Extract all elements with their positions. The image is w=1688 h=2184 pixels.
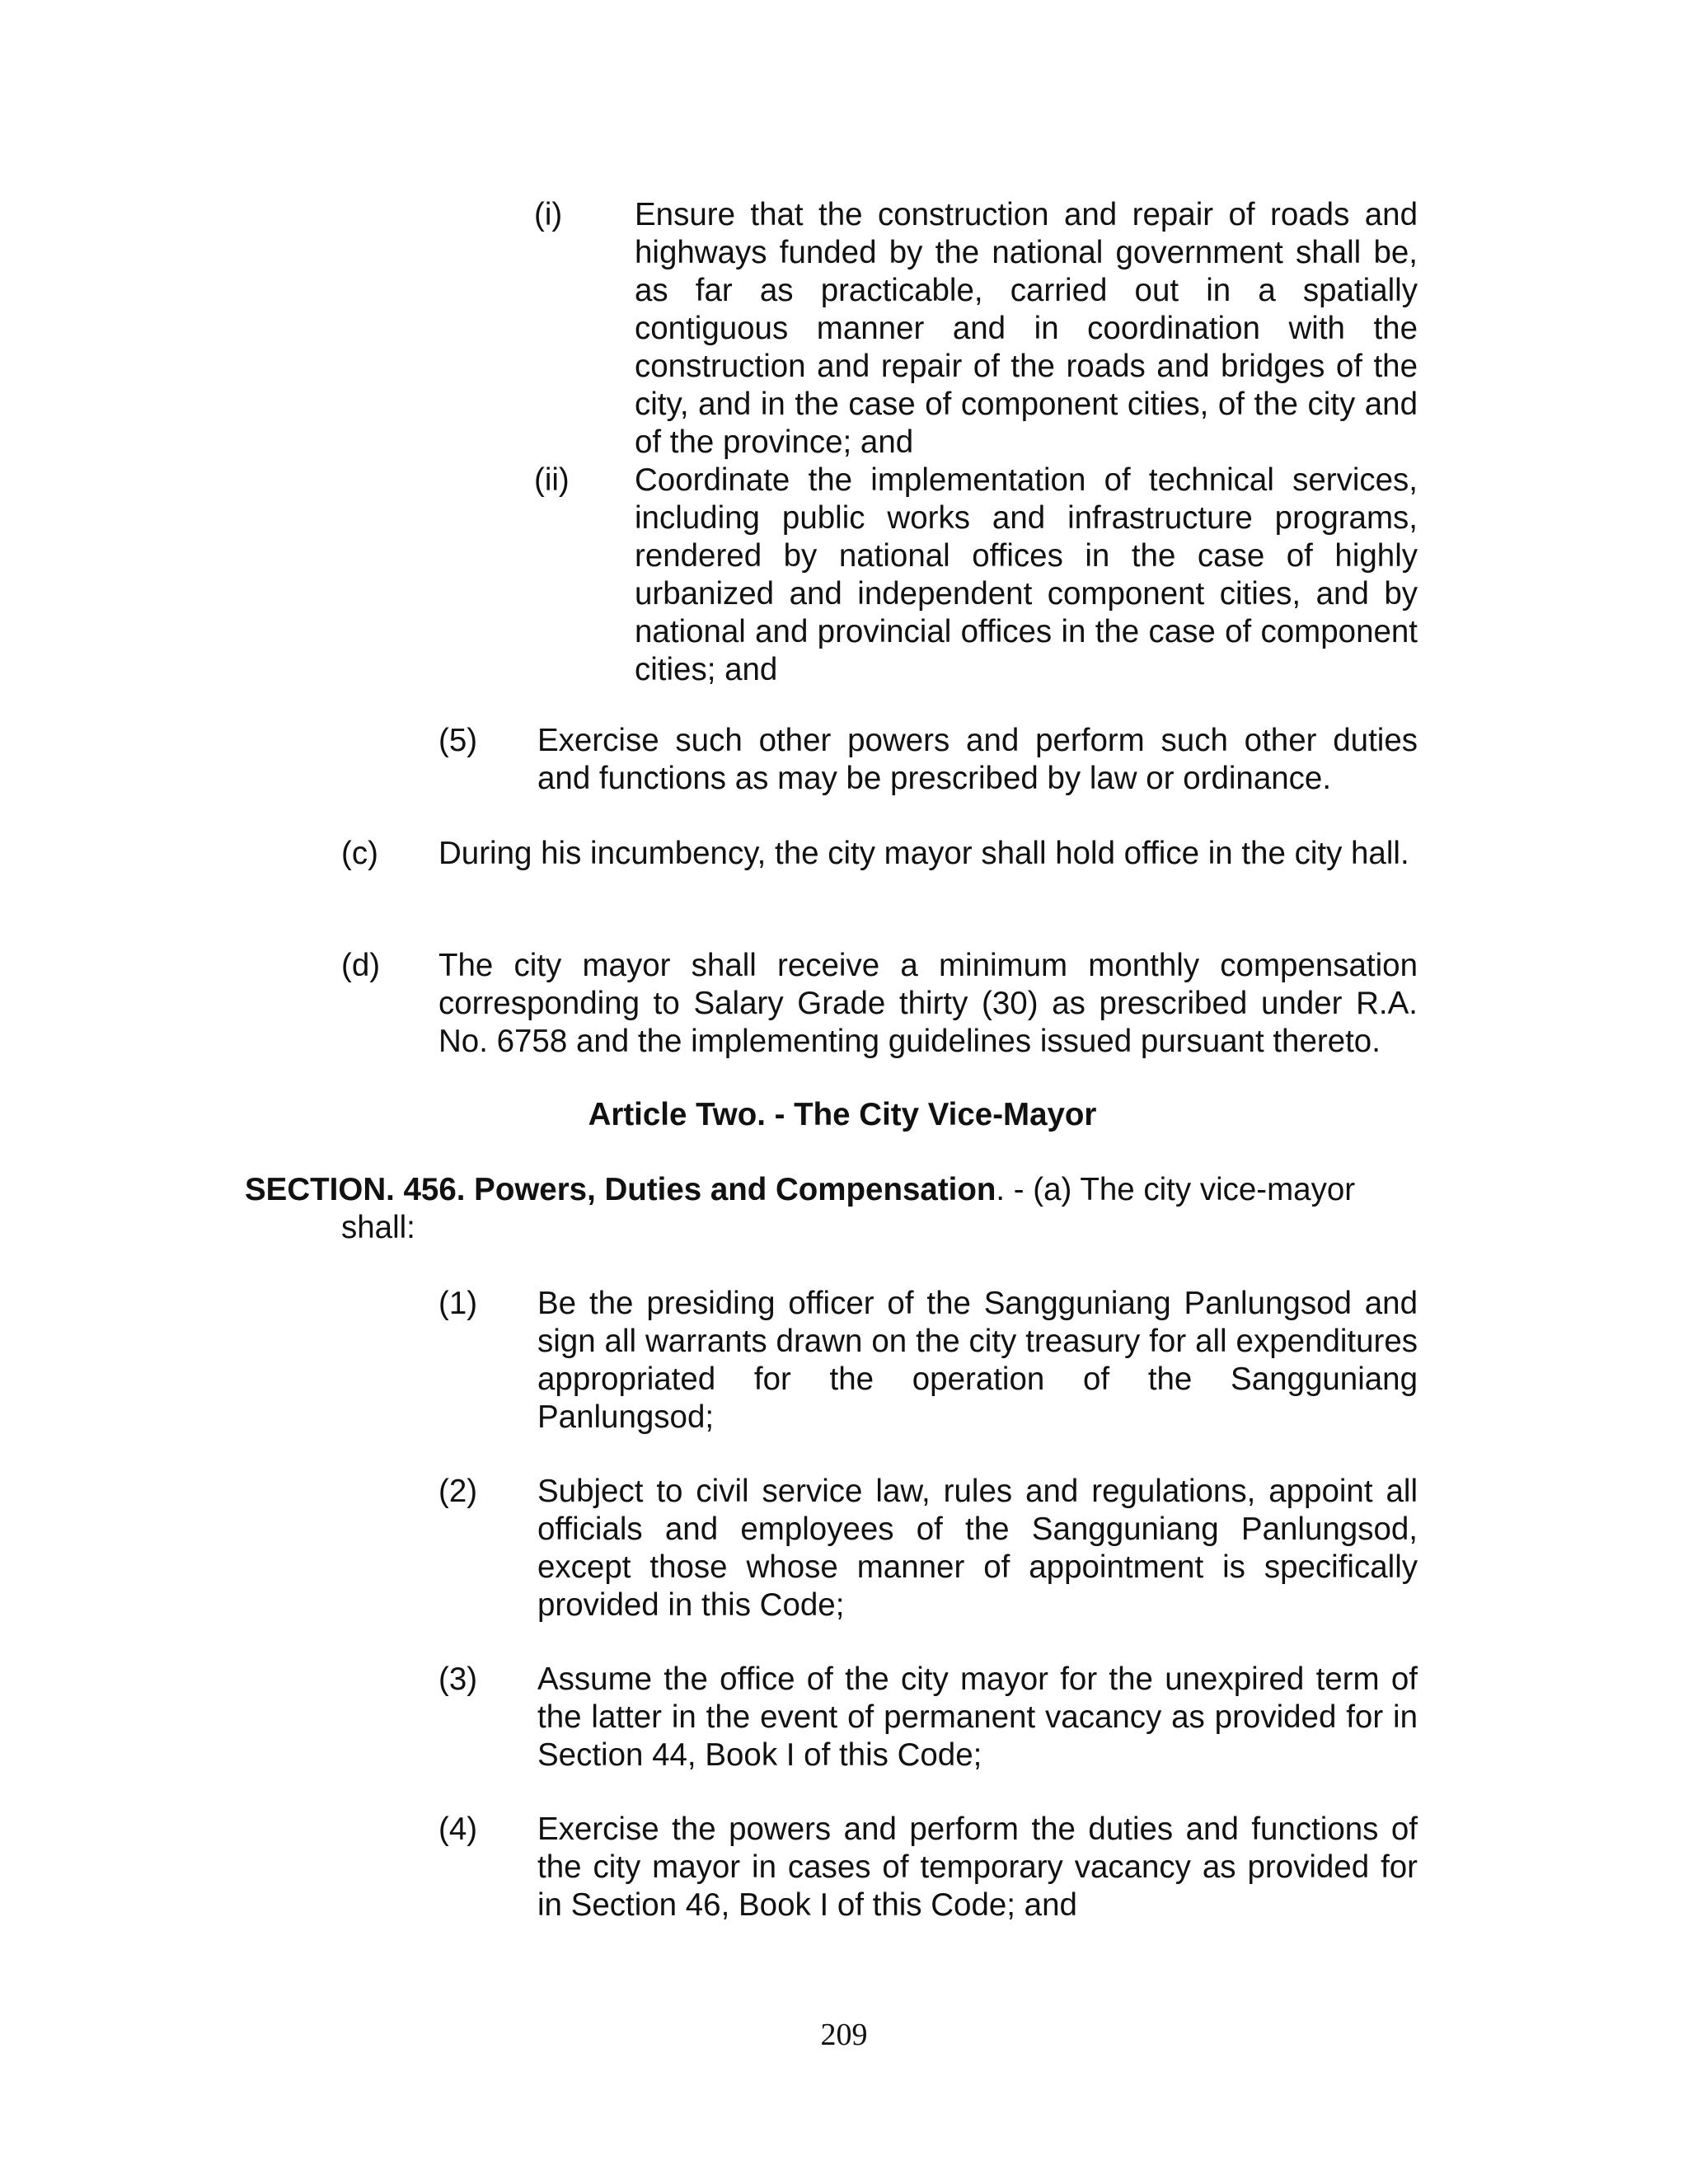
sub-item-marker: (i) (534, 197, 563, 232)
sub-item-text: Ensure that the construction and repair of roads and highways funded by the national government shall be, as far as practicable, carried out in a spatially contiguous manner and in coordination with the construction and repair of the roads and bridges of the city, and in the case of component cities, of the city and of the province; and (635, 197, 1418, 460)
section-continuation: shall: (341, 1210, 415, 1245)
list-item-marker: (5) (438, 723, 478, 758)
list-item-marker: (3) (438, 1661, 478, 1697)
list-item-text: Subject to civil service law, rules and regulations, appoint all officials and employees of the Sangguniang Panlungsod, except those whose manner of appointment is specifically provided in this Code; (537, 1474, 1418, 1623)
sub-item-marker: (ii) (534, 462, 570, 498)
paragraph-text: During his incumbency, the city mayor shall hold office in the city hall. (438, 836, 1409, 871)
list-item-marker: (1) (438, 1286, 478, 1321)
page-number: 209 (820, 2018, 868, 2052)
list-item-text: Be the presiding officer of the Sangguniang Panlungsod and sign all warrants drawn on the city treasury for all expenditures appropriated for the operation of the Sangguniang Panlungsod; (537, 1286, 1418, 1435)
list-item-text: Exercise the powers and perform the duties and functions of the city mayor in cases of temporary vacancy as provided for in Section 46, Book I of this Code; and (537, 1811, 1418, 1923)
section-intro: . - (a) The city vice-mayor (996, 1172, 1356, 1207)
sub-item-text: Coordinate the implementation of technical services, including public works and infrastructure programs, rendered by national offices in the case of highly urbanized and independent component cities, and by national and provincial offices in the case of component cities; and (635, 462, 1418, 687)
list-item-text: Assume the office of the city mayor for the unexpired term of the latter in the event of permanent vacancy as provided for in Section 44, Book I of this Code; (537, 1661, 1418, 1773)
paragraph-text: The city mayor shall receive a minimum monthly compensation corresponding to Salary Grade thirty (30) as prescribed under R.A. No. 6758 and the implementing guidelines issued pursuant thereto. (438, 948, 1418, 1059)
paragraph-marker: (c) (341, 836, 378, 871)
article-heading: Article Two. - The City Vice-Mayor (588, 1097, 1097, 1132)
paragraph-marker: (d) (341, 948, 381, 983)
list-item-marker: (4) (438, 1811, 478, 1847)
list-item-marker: (2) (438, 1474, 478, 1509)
section-title: SECTION. 456. Powers, Duties and Compensation (245, 1172, 996, 1207)
section-heading (245, 1171, 1418, 1209)
list-item-text: Exercise such other powers and perform such other duties and functions as may be prescribed by law or ordinance. (537, 723, 1418, 796)
